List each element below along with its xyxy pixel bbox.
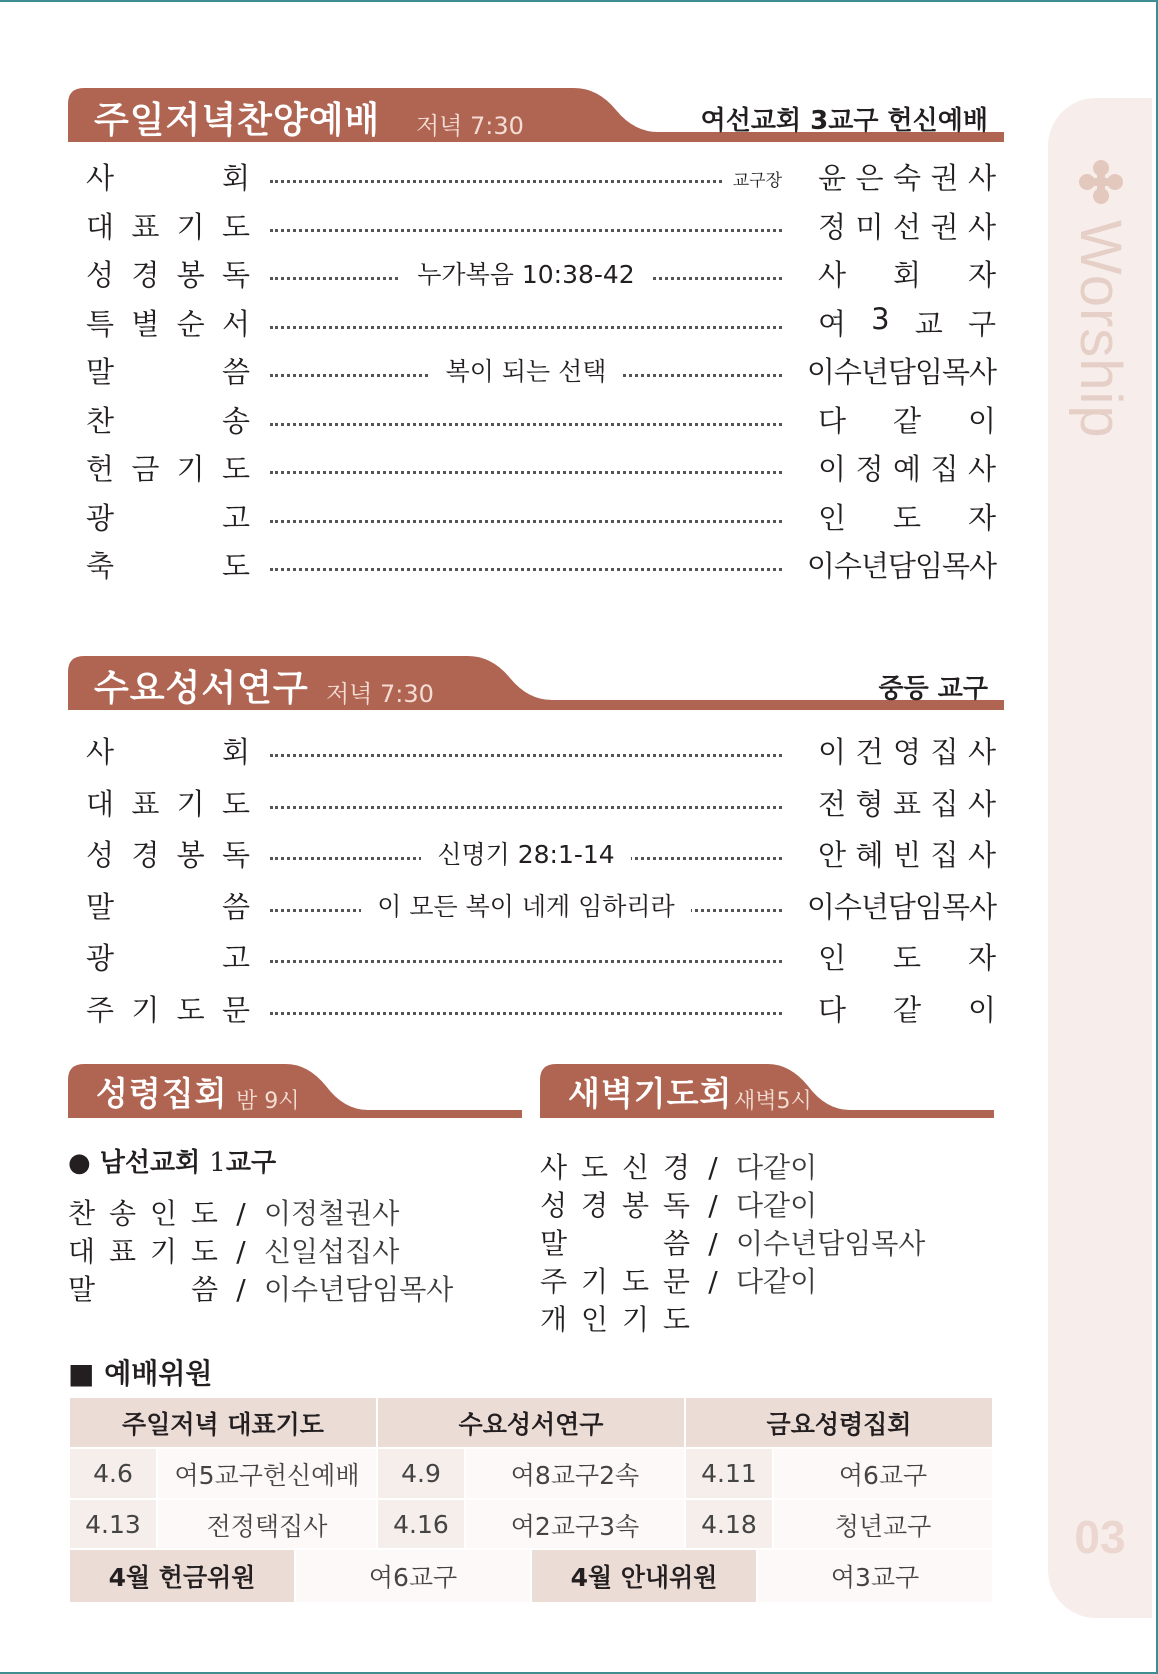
page-number: 03 — [1074, 1511, 1126, 1563]
order-label: 특 별 순 서 — [86, 306, 250, 341]
list-item-label: 개 인 기 도 — [540, 1303, 690, 1336]
list-item-label: 주 기 도 문 — [540, 1265, 690, 1298]
order-label: 성 경 봉 독 — [86, 838, 250, 872]
committee-heading — [68, 1352, 212, 1392]
list-item-label: 성 경 봉 독 — [540, 1189, 690, 1222]
order-detail: 신명기 28:1-14 — [421, 840, 630, 869]
order-label: 대 표 기 도 — [86, 786, 250, 821]
group-suffix: 교구 — [225, 1148, 277, 1178]
dotted-leader — [270, 471, 782, 474]
order-label: 성 경 봉 독 — [86, 258, 250, 292]
order-row — [86, 445, 996, 489]
list-item-separator: / — [708, 1227, 718, 1260]
order-person: 여 3 교 구 — [818, 301, 996, 341]
table-header: 금요성령집회 — [685, 1397, 993, 1448]
table-cell-date: 4.9 — [377, 1448, 465, 1499]
order-label: 광 고 — [86, 941, 250, 975]
order-row — [86, 397, 996, 441]
order-detail: 복이 되는 선택 — [430, 357, 623, 386]
order-label: 헌 금 기 도 — [86, 452, 250, 486]
sunday-title: 주일저녁찬양예배 — [94, 100, 381, 141]
wednesday-header — [68, 656, 1004, 712]
list-item-value: 다같이 — [736, 1265, 818, 1298]
order-label: 대 표 기 도 — [86, 209, 250, 244]
order-person: 이 정 예 집 사 — [818, 452, 996, 486]
table-header: 주일저녁 대표기도 — [69, 1397, 377, 1448]
table-cell-date: 4.13 — [69, 1499, 157, 1550]
table-header-row — [69, 1397, 993, 1448]
sunday-header — [68, 88, 1004, 144]
order-person: 인 도 자 — [818, 941, 996, 975]
order-label: 찬 송 — [86, 403, 250, 438]
order-detail-wrap — [270, 835, 782, 871]
list-item-value: 다같이 — [736, 1151, 818, 1184]
committee-table — [68, 1396, 994, 1551]
order-role-note: 교구장 — [725, 166, 782, 191]
group-name: 남선교회 — [99, 1148, 201, 1178]
list-item-label: 사 도 신 경 — [540, 1151, 690, 1184]
list-item-separator: / — [236, 1273, 246, 1306]
order-row — [86, 300, 996, 344]
dawn-time: 새벽5시 — [734, 1089, 812, 1114]
order-label: 사 회 — [86, 161, 250, 195]
order-label: 사 회 — [86, 735, 250, 769]
dotted-leader — [270, 520, 782, 523]
list-item-separator: / — [236, 1235, 246, 1268]
list-item — [68, 1192, 399, 1232]
dotted-leader — [270, 568, 782, 571]
order-detail: 이 모든 복이 네게 임하리라 — [361, 892, 690, 921]
order-detail-wrap — [270, 255, 782, 291]
list-item — [540, 1222, 925, 1262]
table-cell-date: 4.6 — [69, 1448, 157, 1499]
table-cell: 여6교구 — [773, 1448, 993, 1499]
table-cell-date: 4.16 — [377, 1499, 465, 1550]
order-row — [86, 251, 996, 295]
order-row — [86, 986, 996, 1030]
square-bullet-icon: ■ — [68, 1357, 95, 1390]
list-item — [68, 1268, 453, 1308]
order-person: 다 같 이 — [818, 403, 996, 438]
table-cell-date: 4.18 — [685, 1499, 773, 1550]
order-detail-wrap — [270, 352, 782, 388]
order-person: 이수년담임목사 — [806, 889, 996, 924]
table-cell: 여2교구3속 — [465, 1499, 685, 1550]
sunday-subtitle: 여선교회 3교구 헌신예배 — [700, 106, 988, 136]
dotted-leader — [270, 754, 782, 757]
list-item-value: 이정철권사 — [264, 1197, 400, 1230]
dotted-leader — [270, 960, 782, 963]
order-person: 윤 은 숙 권 사 — [818, 161, 996, 195]
spirit-header — [68, 1064, 522, 1120]
order-row — [86, 542, 996, 586]
order-label: 말 씀 — [86, 889, 250, 924]
table-cell: 청년교구 — [773, 1499, 993, 1550]
list-item — [68, 1230, 399, 1270]
list-item-label: 대 표 기 도 — [68, 1235, 218, 1268]
table-cell: 전정택집사 — [157, 1499, 377, 1550]
committee-title: 예배위원 — [104, 1357, 213, 1390]
list-item — [540, 1184, 817, 1224]
table-row — [69, 1549, 993, 1603]
order-person: 전 형 표 집 사 — [818, 786, 996, 821]
list-item-value: 이수년담임목사 — [736, 1227, 926, 1260]
order-detail: 누가복음 10:38-42 — [401, 260, 650, 289]
list-item — [540, 1260, 817, 1300]
spirit-time: 밤 9시 — [236, 1089, 300, 1114]
list-item — [540, 1146, 817, 1186]
order-row — [86, 203, 996, 247]
order-row — [86, 780, 996, 824]
sunday-time: 저녁 7:30 — [416, 112, 524, 140]
order-label: 주 기 도 문 — [86, 992, 250, 1027]
list-item-label: 찬 송 인 도 — [68, 1197, 218, 1230]
side-title: Worship — [1068, 220, 1133, 439]
list-item-separator: / — [708, 1265, 718, 1298]
list-item-separator: / — [708, 1151, 718, 1184]
order-person: 이수년담임목사 — [806, 549, 996, 583]
order-label: 축 도 — [86, 549, 250, 583]
usher-committee-label: 4월 안내위원 — [531, 1549, 757, 1603]
list-item-value: 이수년담임목사 — [264, 1273, 454, 1306]
dotted-leader — [270, 180, 782, 183]
order-label: 말 씀 — [86, 355, 250, 389]
table-cell: 여5교구헌신예배 — [157, 1448, 377, 1499]
list-item-label: 말 씀 — [68, 1273, 218, 1306]
table-header: 수요성서연구 — [377, 1397, 685, 1448]
table-row — [69, 1448, 993, 1499]
list-item-separator: / — [708, 1189, 718, 1222]
order-row — [86, 883, 996, 927]
spirit-title: 성령집회 — [96, 1074, 228, 1113]
order-row — [86, 494, 996, 538]
dotted-leader — [270, 326, 782, 329]
offering-committee-label: 4월 헌금위원 — [69, 1549, 295, 1603]
order-row — [86, 934, 996, 978]
order-person: 안 혜 빈 집 사 — [818, 838, 996, 872]
table-cell-date: 4.11 — [685, 1448, 773, 1499]
dotted-leader — [270, 1012, 782, 1015]
order-person: 이수년담임목사 — [806, 355, 996, 389]
offering-committee-value: 여6교구 — [295, 1549, 531, 1603]
order-detail-wrap — [270, 887, 782, 923]
page-frame-top — [0, 0, 1158, 2]
order-person: 정 미 선 권 사 — [818, 209, 996, 244]
wednesday-time: 저녁 7:30 — [326, 680, 434, 708]
order-row — [86, 348, 996, 392]
order-label: 광 고 — [86, 500, 250, 535]
order-person: 사 회 자 — [818, 258, 996, 292]
list-item-separator: / — [236, 1197, 246, 1230]
order-person: 다 같 이 — [818, 992, 996, 1027]
order-row — [86, 728, 996, 772]
order-row — [86, 831, 996, 875]
wednesday-subtitle: 중등 교구 — [878, 674, 988, 704]
list-item-label: 말 씀 — [540, 1227, 690, 1260]
list-item-value: 다같이 — [736, 1189, 818, 1222]
cross-flower-icon — [1077, 158, 1125, 206]
spirit-group-heading — [68, 1142, 276, 1179]
dotted-leader — [270, 229, 782, 232]
dawn-title: 새벽기도회 — [568, 1074, 733, 1113]
bullet-icon: ● — [68, 1148, 91, 1178]
table-row — [69, 1499, 993, 1550]
dawn-header — [540, 1064, 994, 1120]
order-person: 이 건 영 집 사 — [818, 735, 996, 769]
dotted-leader — [270, 806, 782, 809]
committee-bottom-table — [68, 1548, 994, 1604]
order-row — [86, 154, 996, 198]
usher-committee-value: 여3교구 — [757, 1549, 993, 1603]
order-person: 인 도 자 — [818, 500, 996, 535]
wednesday-title: 수요성서연구 — [94, 668, 309, 709]
dotted-leader — [270, 423, 782, 426]
list-item — [540, 1298, 736, 1338]
list-item-value: 신일섭집사 — [264, 1235, 400, 1268]
table-cell: 여8교구2속 — [465, 1448, 685, 1499]
group-number: 1 — [209, 1148, 226, 1178]
